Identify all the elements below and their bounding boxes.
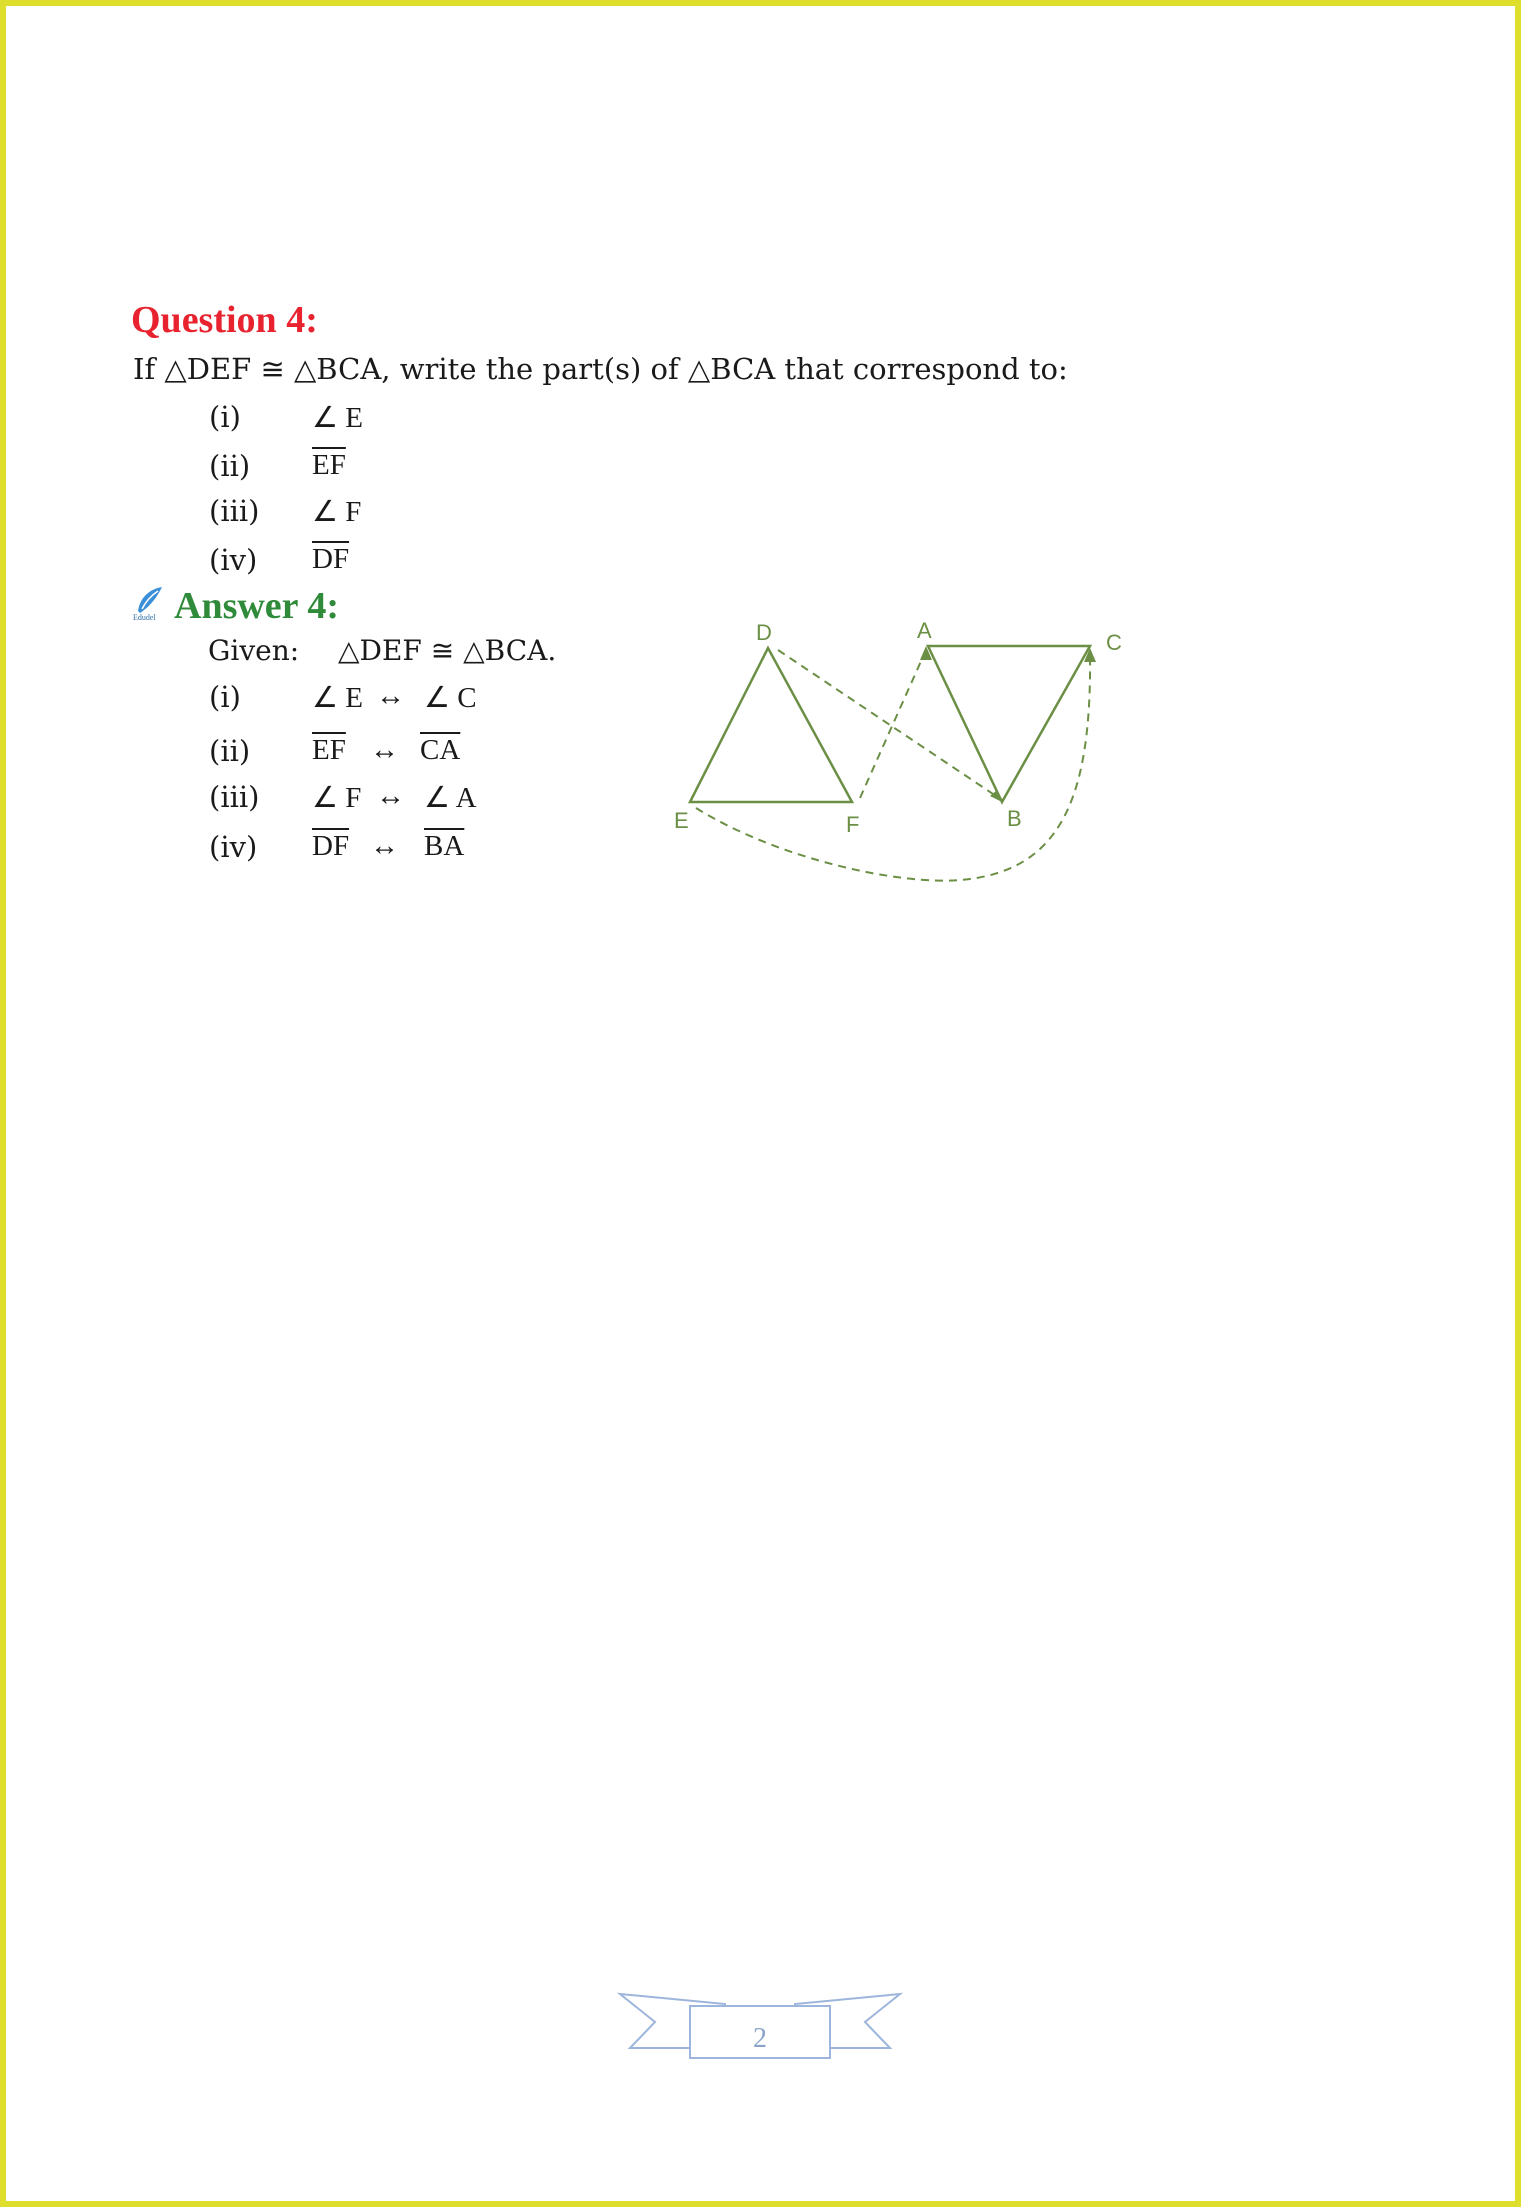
question-item-number: (ii): [209, 449, 251, 483]
dashed-f-to-a: [860, 650, 926, 798]
question-item-value: ∠ F: [312, 496, 362, 528]
question-item-value: $\overline{DF}$: [312, 543, 350, 575]
question-item-value: $\overline{EF}$: [312, 449, 346, 481]
question-item-number: (i): [209, 400, 241, 434]
given-value: △DEF ≅ △BCA.: [338, 634, 557, 667]
answer-item-arrow: ↔: [376, 780, 405, 812]
answer-item-left: ∠ E: [312, 682, 363, 714]
answer-item-arrow: ↔: [376, 680, 405, 712]
label-f: F: [846, 812, 860, 837]
triangle-def: [690, 648, 852, 802]
question-item-number: (iv): [209, 543, 258, 577]
edudel-logo-icon: [132, 585, 168, 621]
answer-item-number: (i): [209, 680, 241, 714]
question-stem: If △DEF ≅ △BCA, write the part(s) of △BCA that correspond to:: [133, 352, 1068, 386]
answer-item-left: $\overline{EF}$: [312, 734, 346, 766]
question-item-number: (iii): [209, 494, 260, 528]
logo-text: Edudel: [133, 613, 156, 621]
answer-item-arrow: ↔: [370, 734, 399, 766]
answer-item-number: (iii): [209, 780, 260, 814]
answer-item-left: $\overline{DF}$: [312, 830, 350, 862]
answer-item-number: (iv): [209, 830, 258, 864]
answer-item-right: ∠ C: [424, 682, 477, 714]
answer-item-right: ∠ A: [424, 782, 477, 814]
label-b: B: [1007, 806, 1022, 831]
question-title: Question 4:: [131, 299, 318, 341]
triangle-correspondence-diagram: [660, 610, 1140, 900]
page-number: 2: [753, 2023, 767, 2054]
label-d: D: [756, 620, 772, 645]
label-e: E: [674, 808, 689, 833]
answer-item-right: $\overline{CA}$: [420, 734, 461, 766]
dashed-e-to-c: [696, 652, 1090, 881]
label-a: A: [917, 618, 932, 643]
answer-title: Answer 4:: [174, 585, 340, 627]
question-item-value: ∠ E: [312, 402, 363, 434]
triangle-abc: [928, 646, 1090, 802]
given-label: Given:: [208, 634, 300, 667]
dashed-d-to-b: [778, 650, 1002, 800]
answer-item-right: $\overline{BA}$: [424, 830, 465, 862]
label-c: C: [1106, 630, 1122, 655]
answer-item-left: ∠ F: [312, 782, 362, 814]
answer-item-number: (ii): [209, 734, 251, 768]
answer-item-arrow: ↔: [370, 830, 399, 862]
